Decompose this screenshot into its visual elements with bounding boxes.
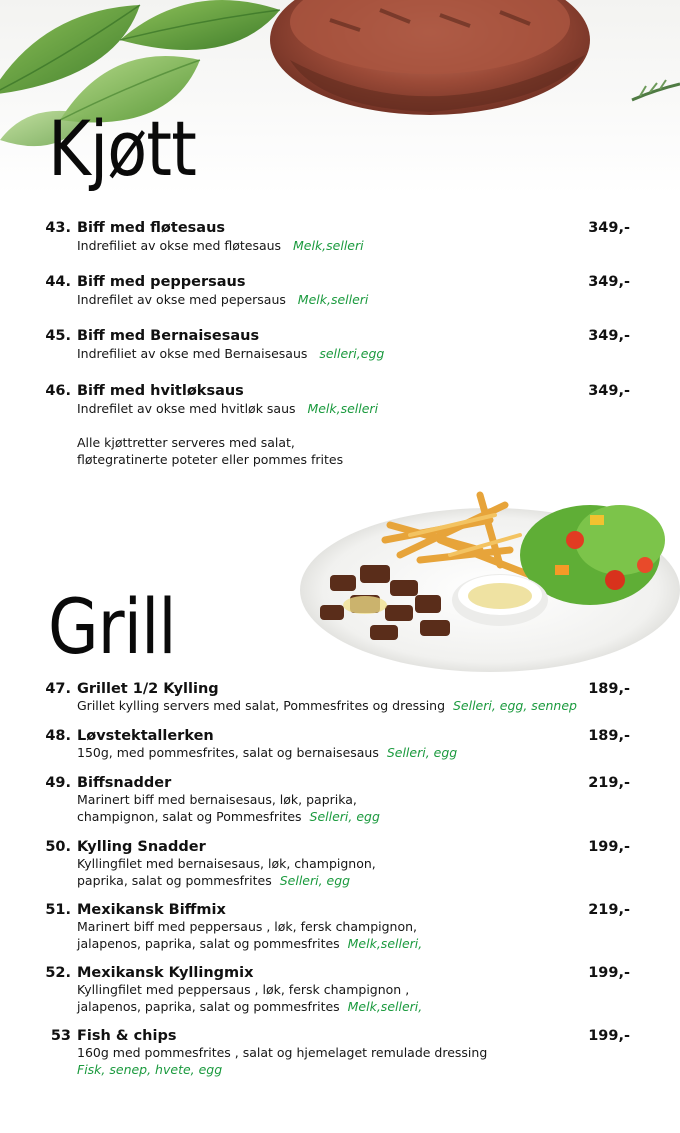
item-description xyxy=(77,918,597,952)
item-description-text: jalapenos, paprika, salat og pommesfrites xyxy=(77,999,340,1014)
item-number: 44. xyxy=(45,274,71,290)
item-name: Mexikansk Biffmix xyxy=(77,902,226,918)
item-description-text: champignon, salat og Pommesfrites xyxy=(77,809,302,824)
item-price: 199,- xyxy=(588,965,630,981)
item-description-text: jalapenos, paprika, salat og pommesfrites xyxy=(77,936,340,951)
item-price: 219,- xyxy=(588,775,630,791)
item-price: 189,- xyxy=(588,728,630,744)
item-number: 45. xyxy=(45,328,71,344)
item-description xyxy=(77,744,597,761)
serving-note xyxy=(77,434,477,468)
item-description-text: Indrefiliet av okse med fløtesaus xyxy=(77,238,282,253)
item-description-text: Grillet kylling servers med salat, Pommesfrites og dressing xyxy=(77,698,446,713)
item-number: 48. xyxy=(45,728,71,744)
item-price: 349,- xyxy=(588,274,630,290)
item-description xyxy=(77,791,597,825)
section-title-kjott: Kjøtt xyxy=(48,104,196,193)
item-price: 349,- xyxy=(588,220,630,236)
item-price: 199,- xyxy=(588,1028,630,1044)
item-name: Grillet 1/2 Kylling xyxy=(77,681,219,697)
item-allergens: Selleri, egg xyxy=(309,809,380,824)
serving-note-line: fløtegratinerte poteter eller pommes frites xyxy=(77,452,344,467)
item-number: 52. xyxy=(45,965,71,981)
item-allergens: Fisk, senep, hvete, egg xyxy=(77,1062,223,1077)
item-description-text: Kyllingfilet med peppersaus , løk, fersk champignon , xyxy=(77,982,410,997)
item-name: Biff med Bernaisesaus xyxy=(77,328,260,344)
item-name: Biffsnadder xyxy=(77,775,172,791)
item-description-text: 150g, med pommesfrites, salat og bernaisesaus xyxy=(77,745,379,760)
item-description-text: 160g med pommesfrites , salat og hjemelaget remulade dressing xyxy=(77,1045,488,1060)
item-number: 49. xyxy=(45,775,71,791)
item-price: 349,- xyxy=(588,383,630,399)
item-description-text: paprika, salat og pommesfrites xyxy=(77,873,272,888)
item-description xyxy=(77,855,597,889)
plate-illustration xyxy=(290,480,680,680)
serving-note-line: Alle kjøttretter serveres med salat, xyxy=(77,435,295,450)
item-number: 47. xyxy=(45,681,71,697)
item-description xyxy=(77,981,597,1015)
item-number: 43. xyxy=(45,220,71,236)
item-price: 199,- xyxy=(588,839,630,855)
item-name: Biff med hvitløksaus xyxy=(77,383,244,399)
item-description-text: Kyllingfilet med bernaisesaus, løk, champignon, xyxy=(77,856,376,871)
item-description xyxy=(77,291,597,308)
item-allergens: Melk,selleri xyxy=(293,238,364,253)
item-description xyxy=(77,345,597,362)
item-allergens: Selleri, egg xyxy=(386,745,458,760)
item-price: 349,- xyxy=(588,328,630,344)
grill-plate-image xyxy=(290,480,680,680)
item-description xyxy=(77,237,597,254)
item-name: Løvstektallerken xyxy=(77,728,214,744)
item-name: Biff med peppersaus xyxy=(77,274,246,290)
item-allergens: selleri,egg xyxy=(319,346,385,361)
item-description-text: Indrefiliet av okse med Bernaisesaus xyxy=(77,346,308,361)
item-name: Mexikansk Kyllingmix xyxy=(77,965,254,981)
item-allergens: Selleri, egg, sennep xyxy=(452,698,577,713)
item-number: 50. xyxy=(45,839,71,855)
item-number: 46. xyxy=(45,383,71,399)
item-description-text: Marinert biff med bernaisesaus, løk, paprika, xyxy=(77,792,357,807)
item-number: 51. xyxy=(45,902,71,918)
item-description xyxy=(77,697,617,714)
item-allergens: Melk,selleri xyxy=(307,401,379,416)
item-description-text: Indrefilet av okse med hvitløk saus xyxy=(77,401,296,416)
item-description xyxy=(77,400,597,417)
item-allergens: Melk,selleri, xyxy=(347,999,423,1014)
item-price: 219,- xyxy=(588,902,630,918)
item-allergens: Melk,selleri, xyxy=(347,936,423,951)
item-allergens: Melk,selleri xyxy=(297,292,369,307)
item-description xyxy=(77,1044,597,1078)
item-price: 189,- xyxy=(588,681,630,697)
item-description-text: Marinert biff med peppersaus , løk, fersk champignon, xyxy=(77,919,418,934)
item-name: Fish & chips xyxy=(77,1028,177,1044)
item-allergens: Selleri, egg xyxy=(279,873,351,888)
item-name: Biff med fløtesaus xyxy=(77,220,226,236)
item-number: 53 xyxy=(50,1028,71,1044)
item-description-text: Indrefilet av okse med pepersaus xyxy=(77,292,286,307)
section-title-grill: Grill xyxy=(48,582,176,671)
item-name: Kylling Snadder xyxy=(77,839,206,855)
